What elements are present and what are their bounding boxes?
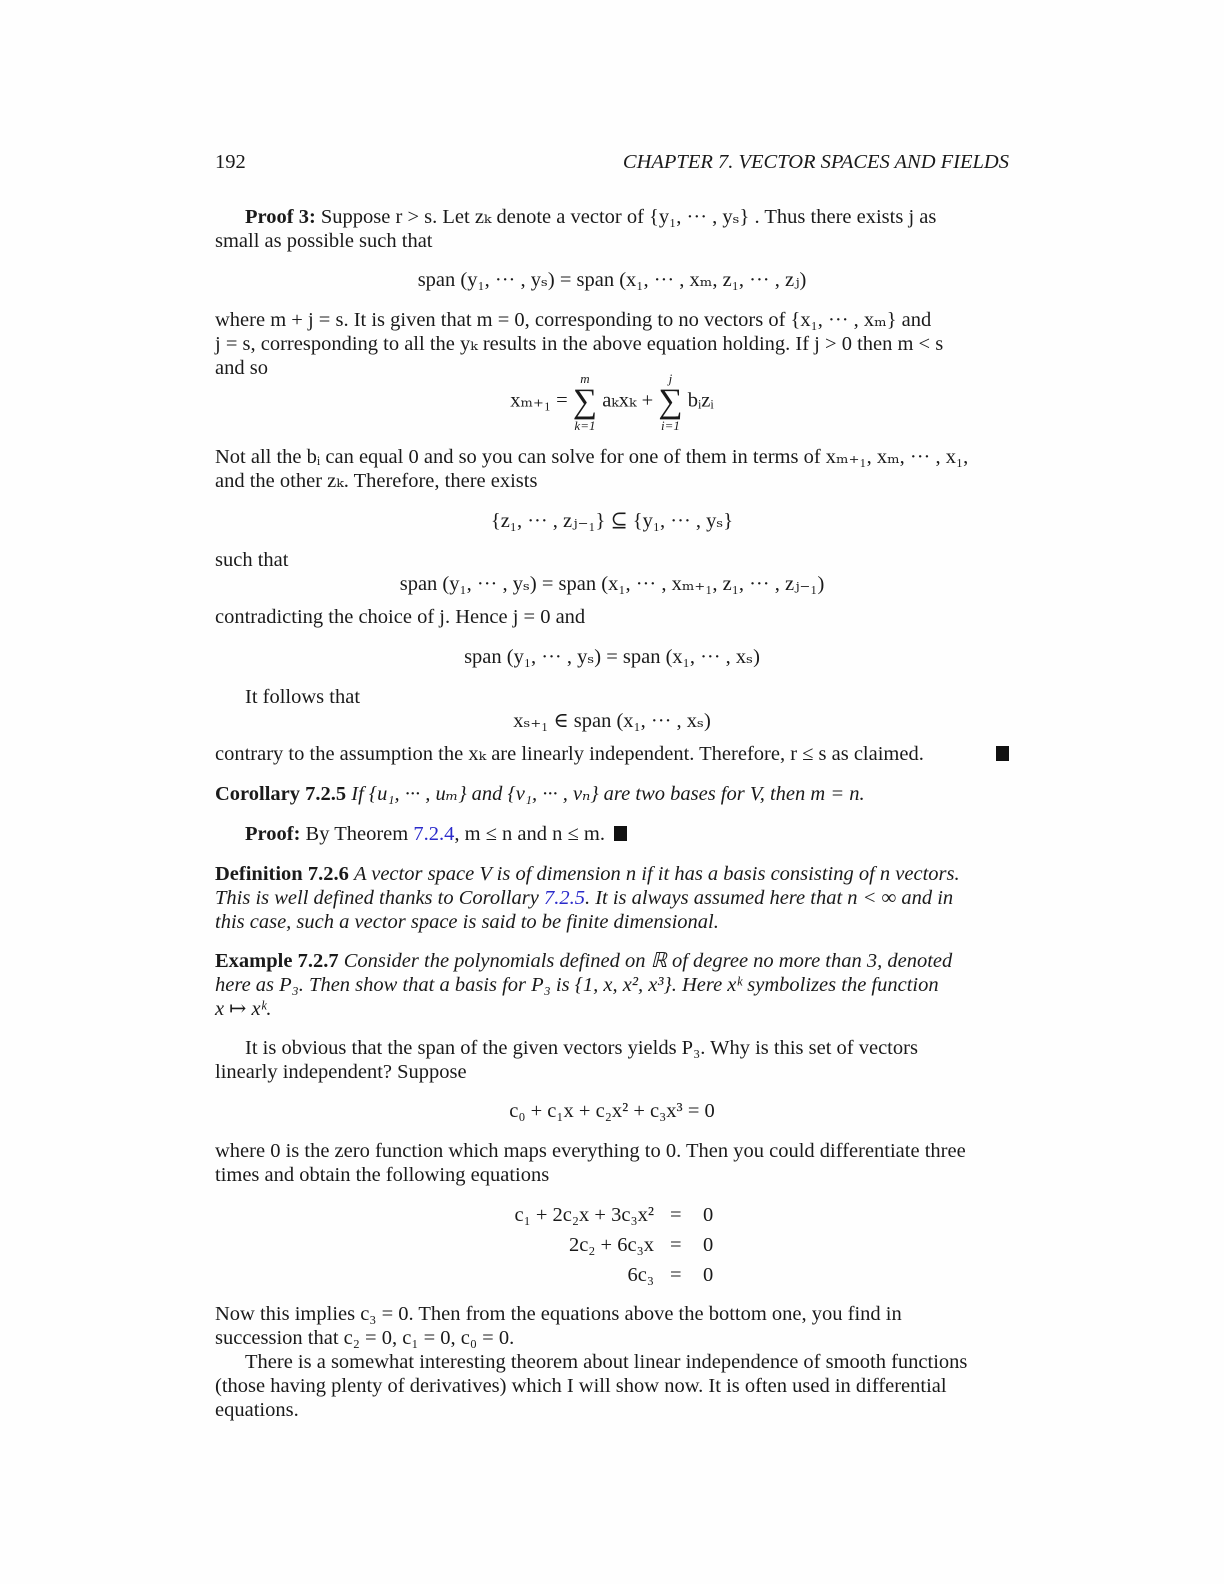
para-line: and the other zₖ. Therefore, there exists bbox=[215, 470, 538, 492]
para-line: Not all the bᵢ can equal 0 and so you can solve for one of them in terms of xₘ₊₁, xₘ, ··· , x₁, bbox=[215, 446, 969, 468]
proof-label: Proof: bbox=[245, 823, 301, 845]
corollary-7-2-5-link[interactable]: 7.2.5 bbox=[543, 887, 585, 909]
para-line: contradicting the choice of j. Hence j = 0 and bbox=[215, 606, 586, 628]
proof3-label: Proof 3: bbox=[245, 206, 316, 228]
definition-line3: this case, such a vector space is said to be finite dimensional. bbox=[215, 911, 719, 933]
para-line: succession that c₂ = 0, c₁ = 0, c₀ = 0. bbox=[215, 1327, 515, 1349]
definition-label: Definition 7.2.6 bbox=[215, 863, 349, 885]
equation-membership: xₛ₊₁ ∈ span (x₁, ··· , xₛ) bbox=[513, 710, 711, 732]
summation-1: m ∑ k=1 bbox=[572, 371, 598, 433]
page-number: 192 bbox=[215, 151, 246, 173]
corollary-proof: Proof: By Theorem 7.2.4, m ≤ n and n ≤ m. bbox=[245, 822, 627, 846]
para-line: where 0 is the zero function which maps everything to 0. Then you could differentiate three bbox=[215, 1140, 966, 1162]
para-line: (those having plenty of derivatives) which I will show now. It is often used in differential bbox=[215, 1375, 947, 1397]
chapter-title: CHAPTER 7. VECTOR SPACES AND FIELDS bbox=[622, 151, 1009, 173]
equation-sum: xₘ₊₁ = m ∑ k=1 aₖxₖ + j ∑ i=1 bᵢzᵢ bbox=[510, 371, 714, 433]
para-line: It follows that bbox=[245, 686, 361, 708]
definition-7-2-6: Definition 7.2.6 A vector space V is of dimension n if it has a basis consisting of n vectors. bbox=[215, 863, 960, 885]
proof3-line1: Proof 3: Suppose r > s. Let zₖ denote a vector of {y₁, ··· , yₛ} . Thus there exists j as bbox=[245, 206, 937, 228]
para-line: Now this implies c₃ = 0. Then from the equations above the bottom one, you find in bbox=[215, 1303, 902, 1325]
definition-line2: This is well defined thanks to Corollary 7.2.5. It is always assumed here that n < ∞ and in bbox=[215, 887, 954, 909]
corollary-7-2-5: Corollary 7.2.5 If {u₁, ··· , uₘ} and {v₁, ··· , vₙ} are two bases for V, then m = n. bbox=[215, 783, 865, 805]
corollary-label: Corollary 7.2.5 bbox=[215, 783, 347, 805]
proof3-conclusion: contrary to the assumption the xₖ are linearly independent. Therefore, r ≤ s as claimed. bbox=[215, 742, 1009, 766]
para-line: where m + j = s. It is given that m = 0, corresponding to no vectors of {x₁, ··· , xₘ} and bbox=[215, 309, 932, 331]
summation-2: j ∑ i=1 bbox=[658, 371, 683, 433]
equation-subset: {z₁, ··· , zⱼ₋₁} ⊆ {y₁, ··· , yₛ} bbox=[490, 510, 734, 532]
example-7-2-7: Example 7.2.7 Consider the polynomials defined on ℝ of degree no more than 3, denoted bbox=[215, 950, 953, 972]
example-label: Example 7.2.7 bbox=[215, 950, 339, 972]
sigma-symbol: ∑ bbox=[658, 383, 683, 420]
example-line2: here as P₃. Then show that a basis for P₃ is {1, x, x², x³}. Here xᵏ symbolizes the function bbox=[215, 974, 939, 996]
para-line: It is obvious that the span of the given vectors yields P₃. Why is this set of vectors bbox=[245, 1037, 918, 1059]
para-line: equations. bbox=[215, 1399, 299, 1421]
para-line: and so bbox=[215, 357, 268, 379]
equation-span-3: span (y₁, ··· , yₛ) = span (x₁, ··· , xₛ) bbox=[464, 646, 760, 668]
para-line: linearly independent? Suppose bbox=[215, 1061, 467, 1083]
equation-span-1: span (y₁, ··· , yₛ) = span (x₁, ··· , xₘ, z₁, ··· , zⱼ) bbox=[417, 269, 807, 291]
para-line: times and obtain the following equations bbox=[215, 1164, 550, 1186]
qed-square-icon bbox=[614, 826, 627, 841]
sigma-symbol: ∑ bbox=[572, 383, 598, 420]
example-line3: x ↦ xᵏ. bbox=[215, 998, 272, 1020]
theorem-7-2-4-link[interactable]: 7.2.4 bbox=[413, 823, 455, 845]
equation-polynomial: c₀ + c₁x + c₂x² + c₃x³ = 0 bbox=[509, 1100, 715, 1122]
proof3-line2: small as possible such that bbox=[215, 230, 433, 252]
para-line: j = s, corresponding to all the yₖ results in the above equation holding. If j > 0 then m < s bbox=[215, 333, 944, 355]
para-line: such that bbox=[215, 549, 289, 571]
qed-square-icon bbox=[996, 746, 1009, 761]
para-line: There is a somewhat interesting theorem about linear independence of smooth functions bbox=[245, 1351, 968, 1373]
equation-span-2: span (y₁, ··· , yₛ) = span (x₁, ··· , xₘ₊₁, z₁, ··· , zⱼ₋₁) bbox=[399, 573, 825, 595]
